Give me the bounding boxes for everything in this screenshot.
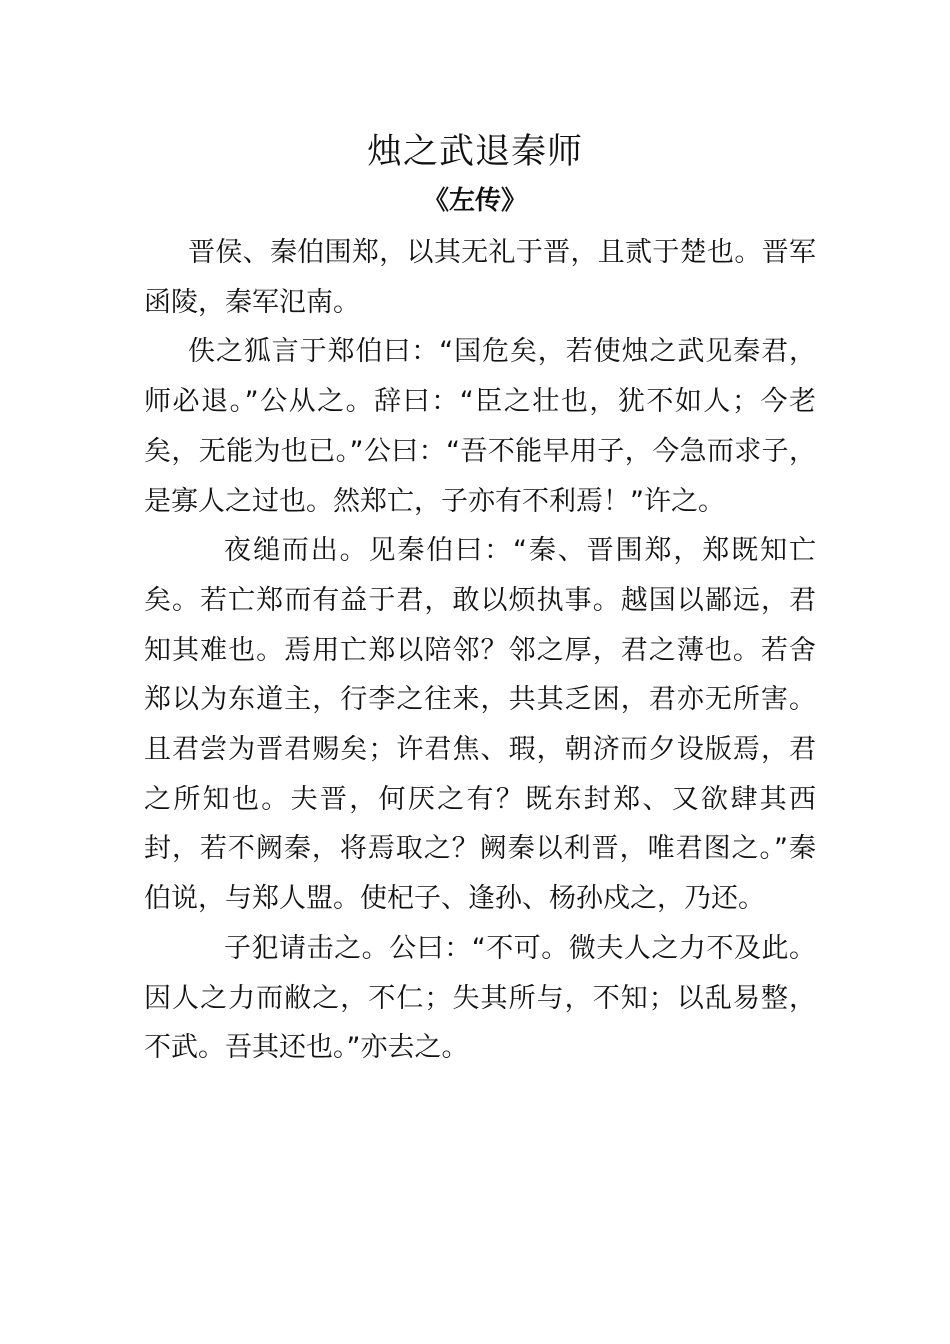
document-body [144, 228, 816, 1073]
paragraph-2: 佚之狐言于郑伯曰：“国危矣，若使烛之武见秦君，师必退。”公从之。辞曰：“臣之壮也，犹不如人；今老矣，无能为也已。”公曰：“吾不能早用子，今急而求子，是寡人之过也。然郑亡，子亦有不利焉！”许之。 [144, 336, 816, 517]
document-title: 烛之武退秦师 [366, 132, 583, 172]
paragraph-3: 夜缒而出。见秦伯曰：“秦、晋围郑，郑既知亡矣。若亡郑而有益于君，敢以烦执事。越国以鄙远，君知其难也。焉用亡郑以陪邻？邻之厚，君之薄也。若舍郑以为东道主，行李之往来，共其乏困，君亦无所害。且君尝为晋君赐矣；许君焦、瑕，朝济而夕设版焉，君之所知也。夫晋，何厌之有？既东封郑、又欲肆其西封，若不阙秦，将焉取之？阙秦以利晋，唯君图之。”秦伯说，与郑人盟。使杞子、逢孙、杨孙戍之，乃还。 [144, 535, 816, 915]
document-source: 《左传》 [422, 186, 527, 216]
paragraph-1: 晋侯、秦伯围郑，以其无礼于晋，且贰于楚也。晋军函陵，秦军氾南。 [144, 237, 816, 318]
paragraph-4: 子犯请击之。公曰：“不可。微夫人之力不及此。因人之力而敝之，不仁；失其所与，不知；以乱易整，不武。吾其还也。”亦去之。 [144, 932, 816, 1064]
